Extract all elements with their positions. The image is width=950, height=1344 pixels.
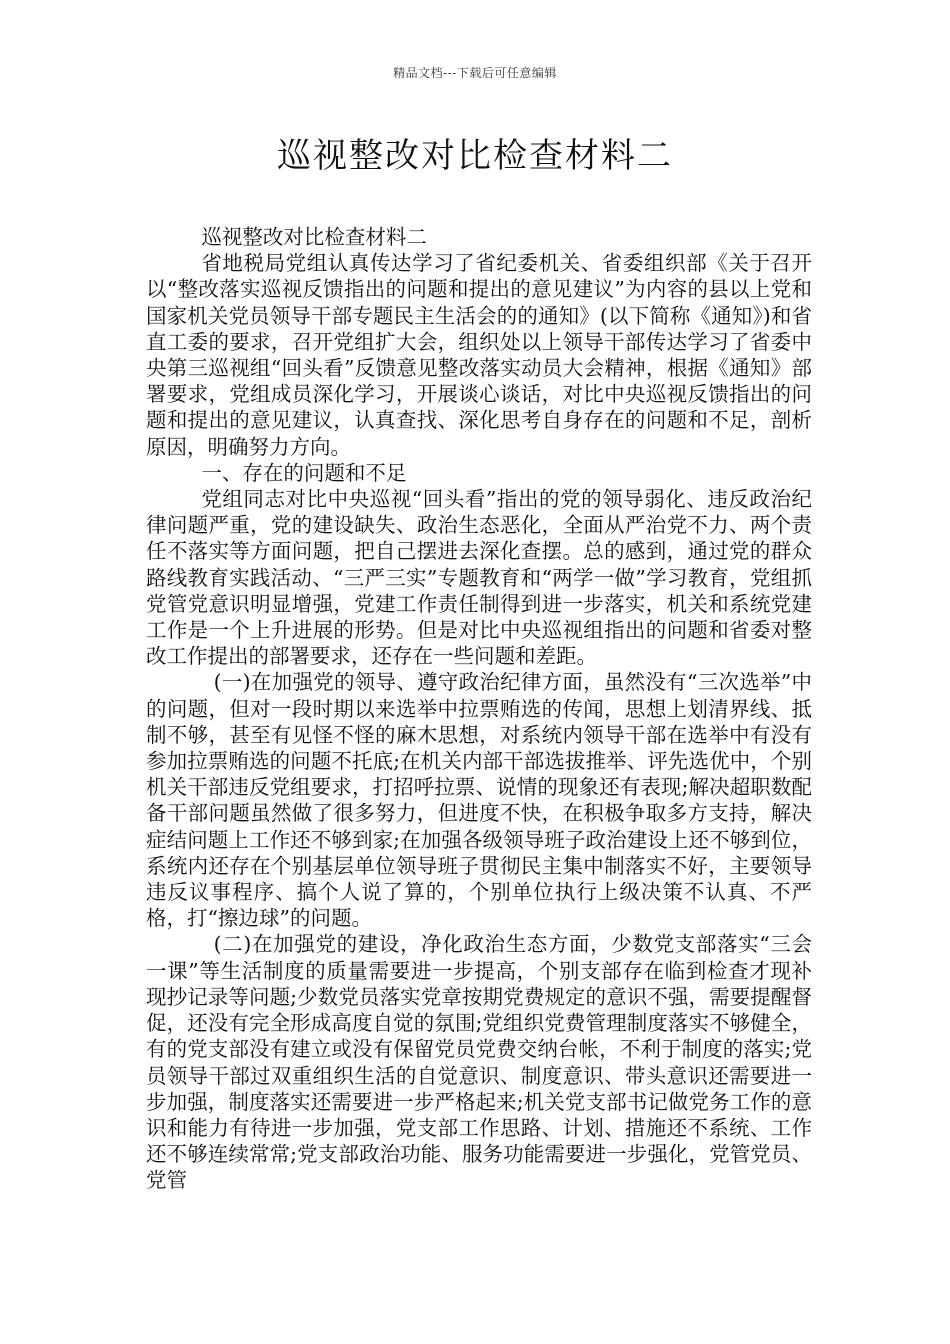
body-paragraph-summary: 党组同志对比中央巡视“回头看”指出的党的领导弱化、违反政治纪律问题严重，党的建设缺失、政治生态恶化，全面从严治党不力、两个责任不落实等方面问题，把自己摆进去深化查摆。总的感到，通过党的群众路线教育实践活动、“三严三实”专题教育和“两学一做”学习教育，党组抓党管党意识明显增强，党建工作责任制得到进一步落实，机关和系统党建工作是一个上升进展的形势。但是对比中央巡视组指出的问题和省委对整改工作提出的部署要求，还存在一些问题和差距。 — [146, 487, 812, 669]
body-paragraph-subtitle: 巡视整改对比检查材料二 — [201, 225, 427, 249]
body-paragraph-item-2: (二)在加强党的建设，净化政治生态方面，少数党支部落实“三会一课”等生活制度的质量需要进一步提高，个别支部存在临到检查才现补现抄记录等问题;少数党员落实党章按期党费规定的意识不强，需要提醒督促，还没有完全形成高度自觉的氛围;党组织党费管理制度落实不够健全，有的党支部没有建立或没有保留党员党费交纳台帐，不利于制度的落实;党员领导干部过双重组织生活的自觉意识、制度意识、带头意识还需要进一步加强，制度落实还需要进一步严格起来;机关党支部书记做党务工作的意识和能力有待进一步加强，党支部工作思路、计划、措施还不系统、工作还不够连续常常;党支部政治功能、服务功能需要进一步强化，党管党员、党管 — [146, 932, 812, 1193]
body-paragraph-item-1: (一)在加强党的领导、遵守政治纪律方面，虽然没有“三次选举”中的问题，但对一段时期以来选举中拉票贿选的传闻，思想上划清界线、抵制不够，甚至有见怪不怪的麻木思想，对系统内领导干部在选举中有没有参加拉票贿选的问题不托底;在机关内部干部选拔推举、评先选优中，个别机关干部违反党组要求，打招呼拉票、说情的现象还有表现;解决超职数配备干部问题虽然做了很多努力，但进度不快，在积极争取多方支持，解决症结问题上工作还不够到家;在加强各级领导班子政治建设上还不够到位，系统内还存在个别基层单位领导班子贯彻民主集中制落实不好，主要领导违反议事程序、搞个人说了算的，个别单位执行上级决策不认真、不严格，打“擦边球”的问题。 — [146, 670, 812, 931]
header-note: 精品文档---下载后可任意编辑 — [393, 66, 557, 80]
document-body — [146, 224, 812, 1194]
body-paragraph-intro: 省地税局党组认真传达学习了省纪委机关、省委组织部《关于召开以“整改落实巡视反馈指出的问题和提出的意见建议”为内容的县以上党和国家机关党员领导干部专题民主生活会的的通知》(以下简称《通知》)和省直工委的要求，召开党组扩大会，组织处以上领导干部传达学习了省委中央第三巡视组“回头看”反馈意见整改落实动员大会精神，根据《通知》部署要求，党组成员深化学习，开展谈心谈话，对比中央巡视反馈指出的问题和提出的意见建议，认真查找、深化思考自身存在的问题和不足，剖析原因，明确努力方向。 — [146, 251, 812, 459]
document-title: 巡视整改对比检查材料二 — [277, 136, 673, 176]
section-heading: 一、存在的问题和不足 — [201, 460, 407, 485]
